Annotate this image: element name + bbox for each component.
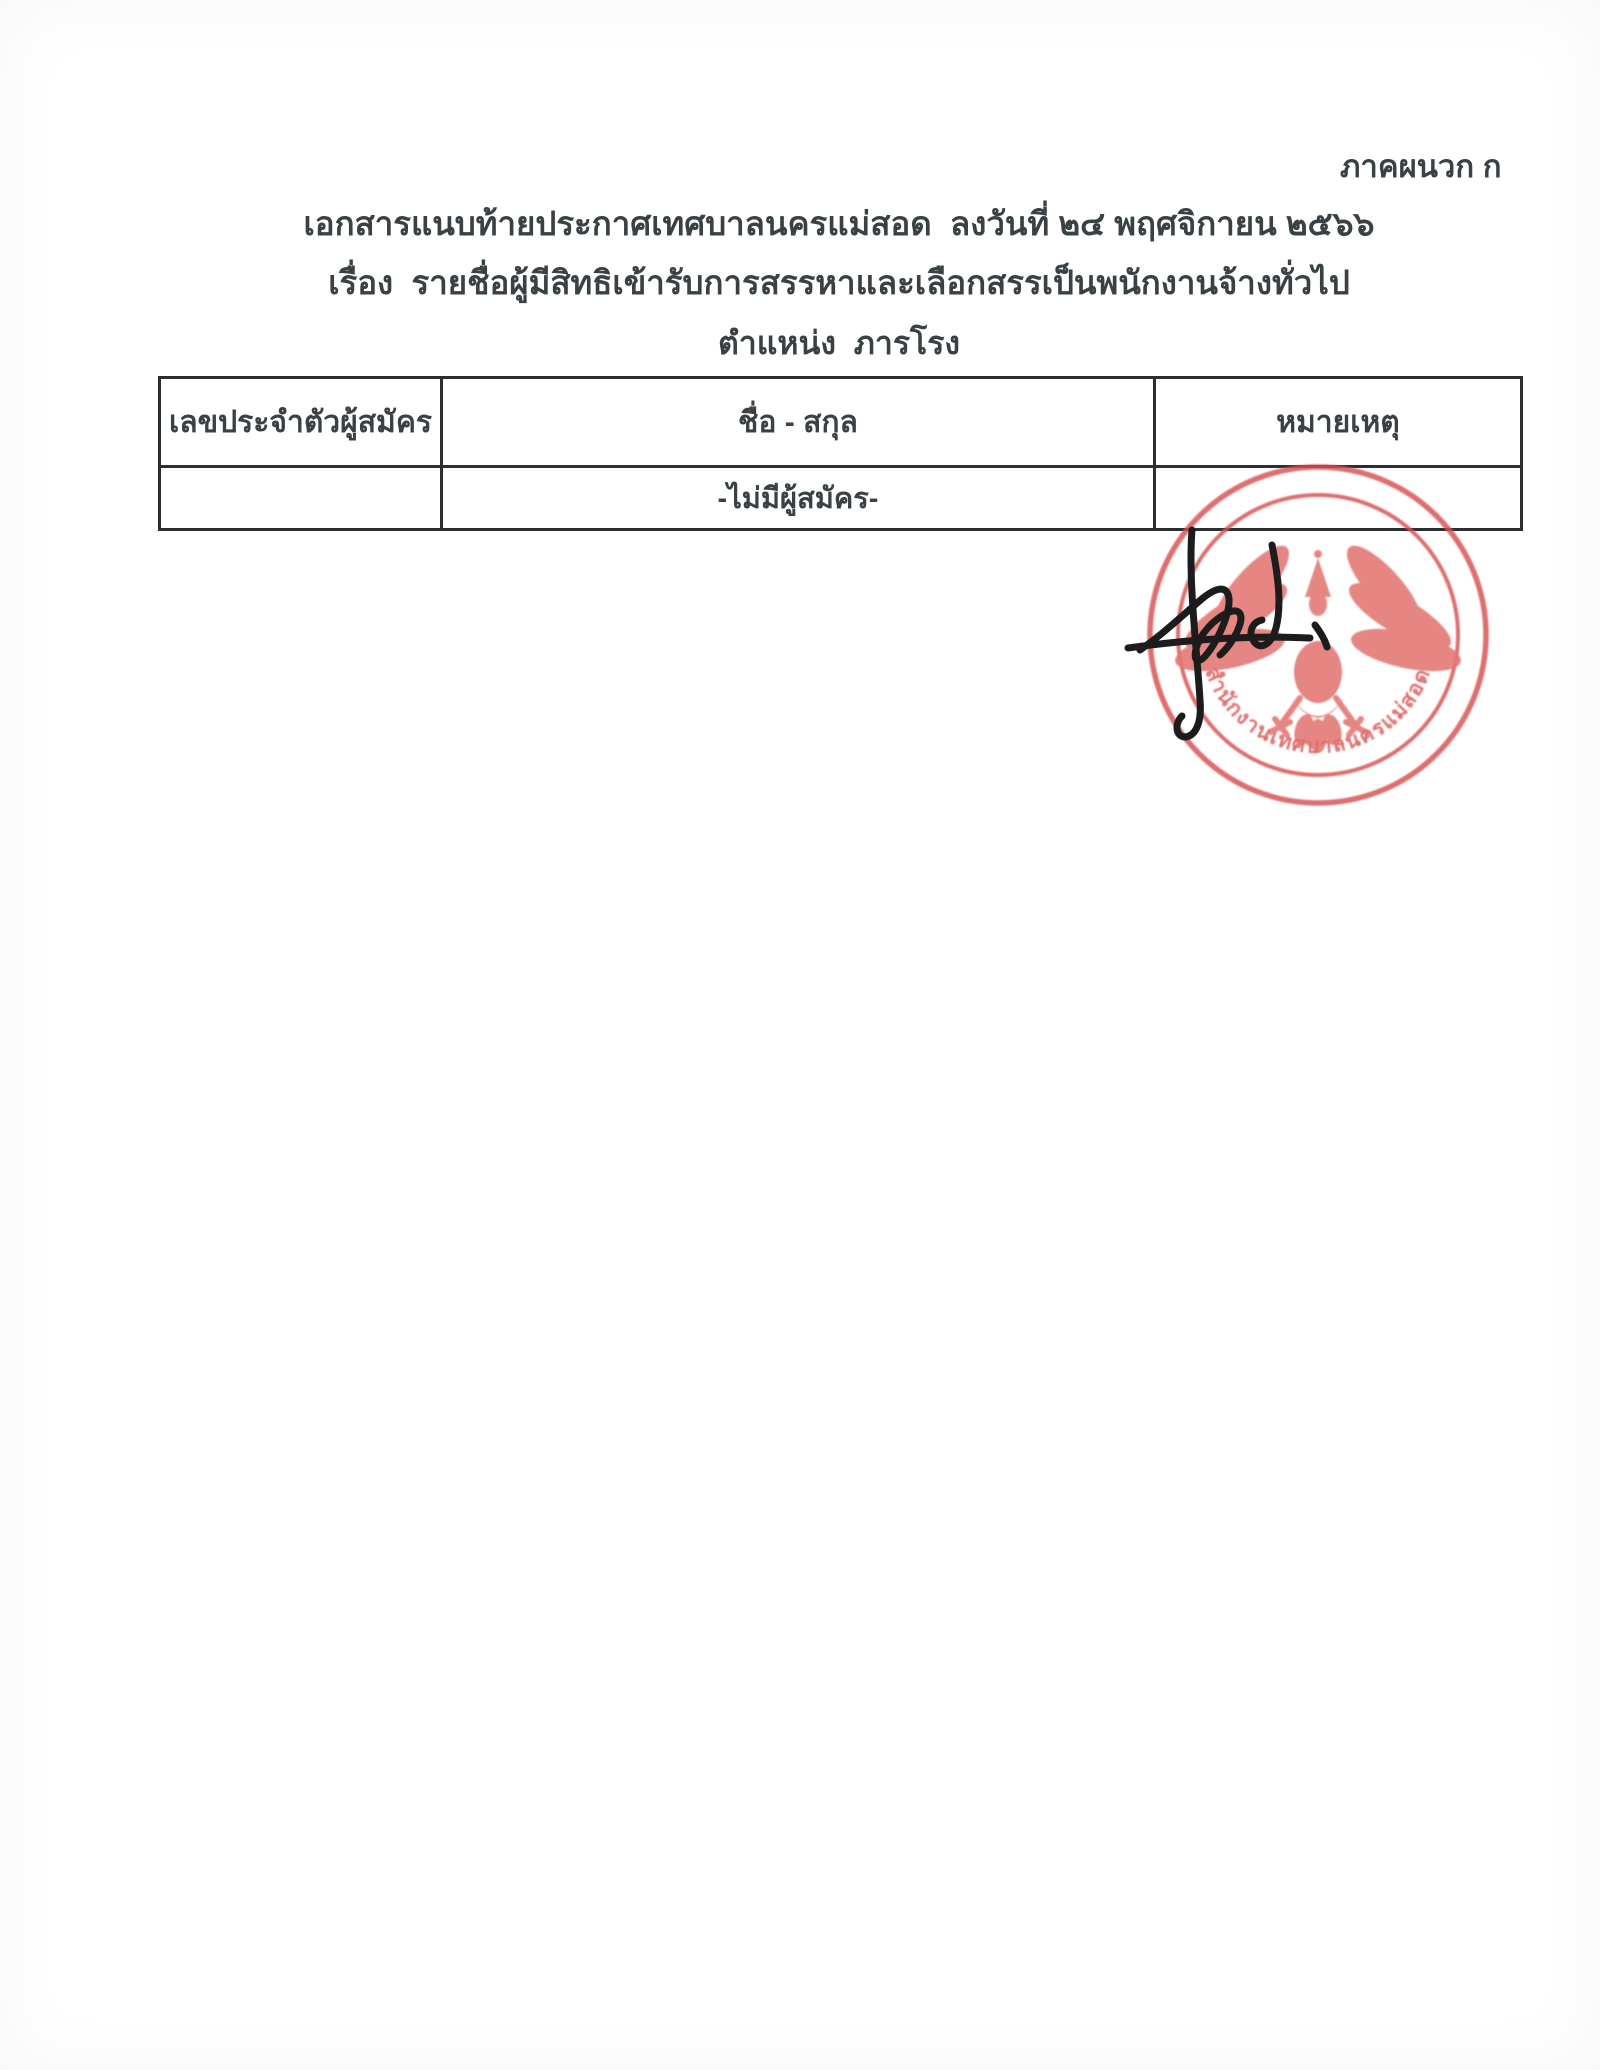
- appendix-label: ภาคผนวก ก: [1340, 149, 1502, 184]
- header-name-surname: ชื่อ - สกุล: [442, 378, 1155, 467]
- seal-arc-text: สำนักงานเทศบาลนครแม่สอด: [1200, 664, 1436, 759]
- document-position-line: ตำแหน่ง ภารโรง: [718, 325, 960, 361]
- header-remark: หมายเหตุ: [1155, 378, 1522, 467]
- header-applicant-id: เลขประจำตัวผู้สมัคร: [160, 378, 442, 467]
- document-title-line1: เอกสารแนบท้ายประกาศเทศบาลนครแม่สอด ลงวันที่ ๒๔ พฤศจิกายน ๒๕๖๖: [303, 205, 1375, 242]
- cell-applicant-id: [160, 467, 442, 530]
- seal-and-signature-overlay: [1100, 450, 1540, 845]
- cell-no-applicants: -ไม่มีผู้สมัคร-: [442, 467, 1155, 530]
- document-title-line2: เรื่อง รายชื่อผู้มีสิทธิเข้ารับการสรรหาและเลือกสรรเป็นพนักงานจ้างทั่วไป: [328, 264, 1350, 301]
